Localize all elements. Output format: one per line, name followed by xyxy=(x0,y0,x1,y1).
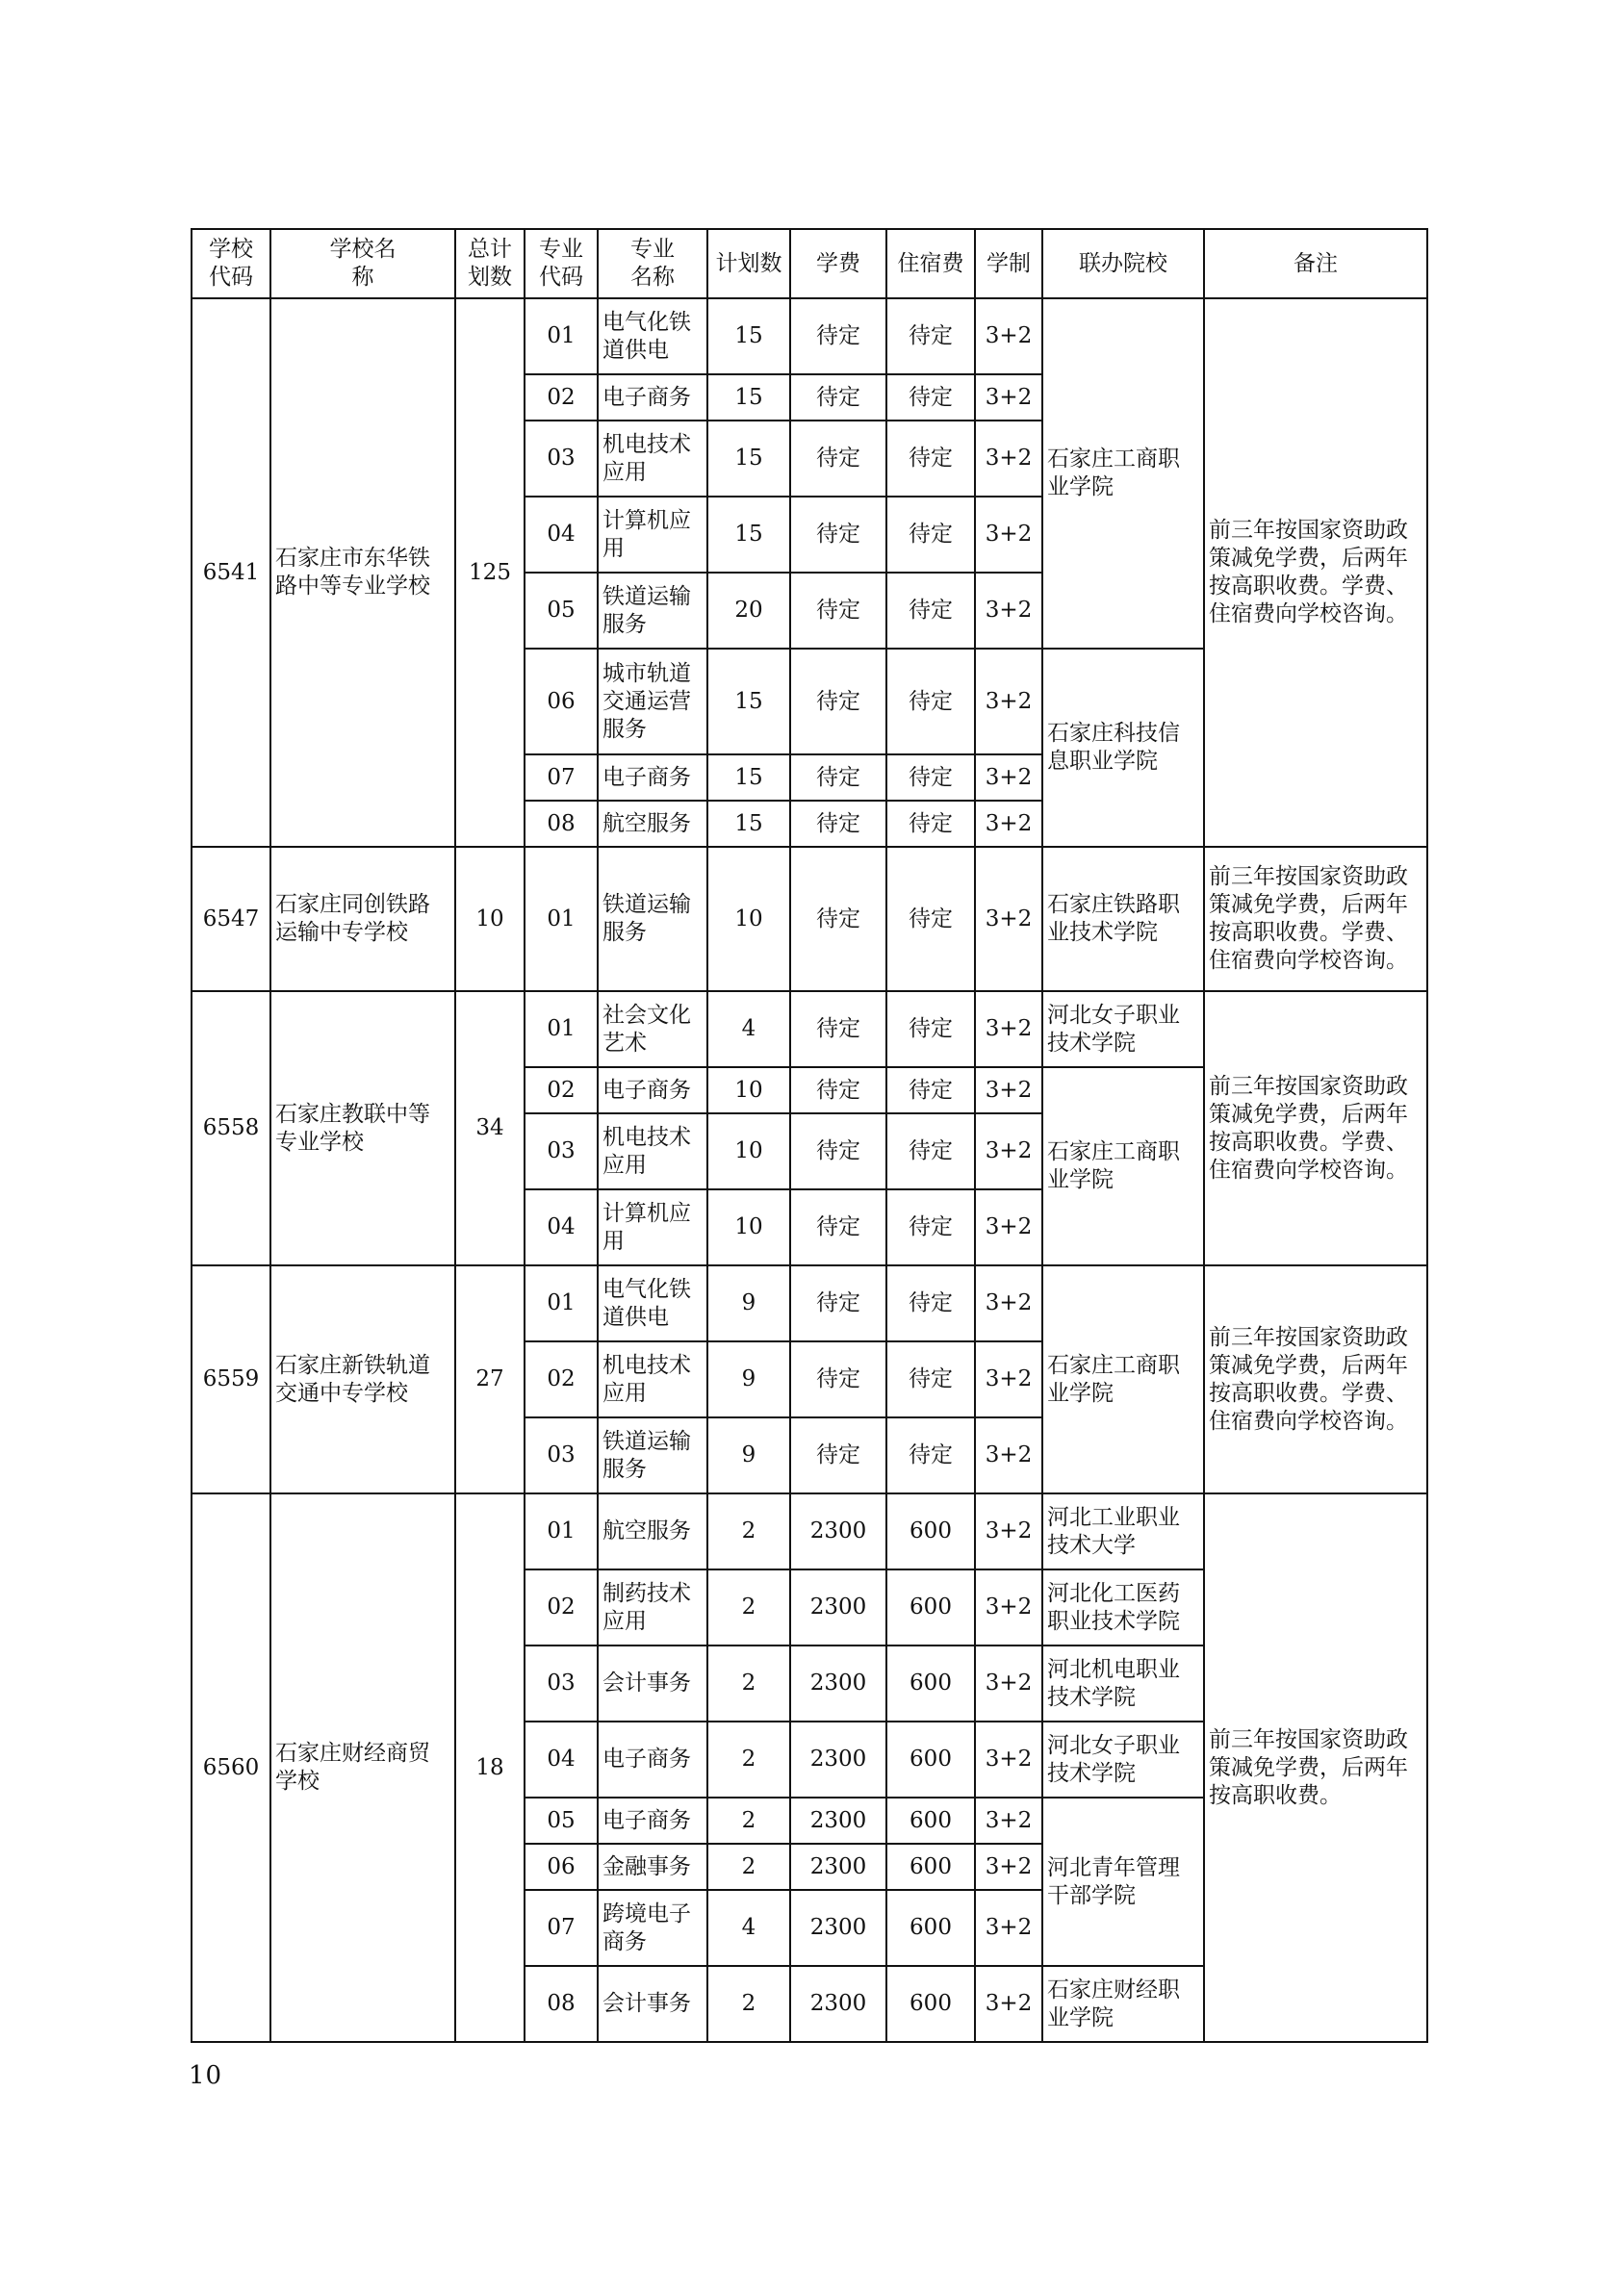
major-code-cell: 06 xyxy=(525,649,598,754)
plan-count-cell: 2 xyxy=(707,1645,790,1722)
major-code-cell: 03 xyxy=(525,421,598,497)
remark-cell: 前三年按国家资助政策减免学费，后两年按高职收费。学费、住宿费向学校咨询。 xyxy=(1204,1265,1427,1493)
lodging-cell: 待定 xyxy=(886,421,975,497)
school-code-cell: 6541 xyxy=(192,298,270,847)
plan-count-cell: 10 xyxy=(707,1189,790,1265)
remark-cell: 前三年按国家资助政策减免学费，后两年按高职收费。学费、住宿费向学校咨询。 xyxy=(1204,847,1427,991)
major-name-cell: 航空服务 xyxy=(598,801,707,847)
plan-count-cell: 2 xyxy=(707,1844,790,1890)
lodging-cell: 待定 xyxy=(886,1417,975,1493)
header-major-name: 专业名称 xyxy=(598,229,707,298)
plan-count-cell: 15 xyxy=(707,801,790,847)
major-code-cell: 03 xyxy=(525,1417,598,1493)
remark-cell: 前三年按国家资助政策减免学费，后两年按高职收费。学费、住宿费向学校咨询。 xyxy=(1204,991,1427,1265)
admission-plan-document xyxy=(191,228,1428,2043)
school-name-cell: 石家庄市东华铁路中等专业学校 xyxy=(270,298,455,847)
tuition-cell: 待定 xyxy=(790,991,886,1067)
plan-count-cell: 2 xyxy=(707,1569,790,1645)
lodging-cell: 待定 xyxy=(886,847,975,991)
system-cell: 3+2 xyxy=(975,1890,1042,1966)
major-name-cell: 电气化铁道供电 xyxy=(598,298,707,374)
plan-count-cell: 9 xyxy=(707,1417,790,1493)
major-code-cell: 01 xyxy=(525,298,598,374)
school-code-cell: 6559 xyxy=(192,1265,270,1493)
lodging-cell: 待定 xyxy=(886,374,975,421)
tuition-cell: 待定 xyxy=(790,421,886,497)
major-name-cell: 机电技术应用 xyxy=(598,1341,707,1417)
lodging-cell: 600 xyxy=(886,1798,975,1844)
system-cell: 3+2 xyxy=(975,754,1042,801)
tuition-cell: 待定 xyxy=(790,1417,886,1493)
partner-college-cell: 河北青年管理干部学院 xyxy=(1042,1798,1204,1966)
major-code-cell: 08 xyxy=(525,1966,598,2042)
tuition-cell: 待定 xyxy=(790,374,886,421)
major-name-cell: 计算机应用 xyxy=(598,1189,707,1265)
plan-count-cell: 15 xyxy=(707,754,790,801)
lodging-cell: 待定 xyxy=(886,573,975,649)
school-code-cell: 6547 xyxy=(192,847,270,991)
major-code-cell: 07 xyxy=(525,1890,598,1966)
school-total-cell: 10 xyxy=(455,847,525,991)
major-code-cell: 01 xyxy=(525,1265,598,1341)
plan-count-cell: 4 xyxy=(707,991,790,1067)
major-name-cell: 机电技术应用 xyxy=(598,1113,707,1189)
lodging-cell: 待定 xyxy=(886,649,975,754)
tuition-cell: 待定 xyxy=(790,1067,886,1113)
major-code-cell: 01 xyxy=(525,847,598,991)
system-cell: 3+2 xyxy=(975,1189,1042,1265)
plan-count-cell: 4 xyxy=(707,1890,790,1966)
major-name-cell: 铁道运输服务 xyxy=(598,847,707,991)
remark-cell: 前三年按国家资助政策减免学费，后两年按高职收费。 xyxy=(1204,1493,1427,2042)
lodging-cell: 待定 xyxy=(886,1067,975,1113)
system-cell: 3+2 xyxy=(975,421,1042,497)
tuition-cell: 待定 xyxy=(790,1113,886,1189)
plan-count-cell: 15 xyxy=(707,421,790,497)
major-code-cell: 03 xyxy=(525,1113,598,1189)
plan-count-cell: 15 xyxy=(707,649,790,754)
major-code-cell: 07 xyxy=(525,754,598,801)
plan-count-cell: 10 xyxy=(707,1113,790,1189)
system-cell: 3+2 xyxy=(975,374,1042,421)
system-cell: 3+2 xyxy=(975,1493,1042,1569)
major-code-cell: 02 xyxy=(525,1067,598,1113)
system-cell: 3+2 xyxy=(975,573,1042,649)
major-code-cell: 04 xyxy=(525,1189,598,1265)
system-cell: 3+2 xyxy=(975,991,1042,1067)
system-cell: 3+2 xyxy=(975,801,1042,847)
tuition-cell: 2300 xyxy=(790,1844,886,1890)
partner-college-cell: 河北女子职业技术学院 xyxy=(1042,991,1204,1067)
major-code-cell: 05 xyxy=(525,1798,598,1844)
major-name-cell: 计算机应用 xyxy=(598,497,707,573)
lodging-cell: 待定 xyxy=(886,801,975,847)
header-remark: 备注 xyxy=(1204,229,1427,298)
system-cell: 3+2 xyxy=(975,1265,1042,1341)
tuition-cell: 待定 xyxy=(790,1341,886,1417)
lodging-cell: 待定 xyxy=(886,497,975,573)
tuition-cell: 待定 xyxy=(790,1189,886,1265)
tuition-cell: 待定 xyxy=(790,801,886,847)
plan-count-cell: 10 xyxy=(707,847,790,991)
table-header-row xyxy=(192,229,1427,298)
major-code-cell: 08 xyxy=(525,801,598,847)
lodging-cell: 待定 xyxy=(886,1265,975,1341)
table-row xyxy=(192,1265,1427,1341)
header-lodging: 住宿费 xyxy=(886,229,975,298)
partner-college-cell: 河北机电职业技术学院 xyxy=(1042,1645,1204,1722)
table-row xyxy=(192,847,1427,991)
system-cell: 3+2 xyxy=(975,1067,1042,1113)
lodging-cell: 600 xyxy=(886,1966,975,2042)
school-total-cell: 18 xyxy=(455,1493,525,2042)
partner-college-cell: 河北化工医药职业技术学院 xyxy=(1042,1569,1204,1645)
school-code-cell: 6558 xyxy=(192,991,270,1265)
system-cell: 3+2 xyxy=(975,1569,1042,1645)
major-name-cell: 电子商务 xyxy=(598,1722,707,1798)
school-total-cell: 27 xyxy=(455,1265,525,1493)
system-cell: 3+2 xyxy=(975,1341,1042,1417)
plan-count-cell: 2 xyxy=(707,1966,790,2042)
system-cell: 3+2 xyxy=(975,298,1042,374)
major-name-cell: 社会文化艺术 xyxy=(598,991,707,1067)
system-cell: 3+2 xyxy=(975,1113,1042,1189)
tuition-cell: 2300 xyxy=(790,1966,886,2042)
major-name-cell: 电子商务 xyxy=(598,1067,707,1113)
major-code-cell: 04 xyxy=(525,1722,598,1798)
plan-count-cell: 9 xyxy=(707,1265,790,1341)
admission-plan-table xyxy=(191,228,1428,2043)
system-cell: 3+2 xyxy=(975,1417,1042,1493)
partner-college-cell: 河北女子职业技术学院 xyxy=(1042,1722,1204,1798)
tuition-cell: 2300 xyxy=(790,1569,886,1645)
lodging-cell: 600 xyxy=(886,1844,975,1890)
plan-count-cell: 15 xyxy=(707,298,790,374)
partner-college-cell: 石家庄科技信息职业学院 xyxy=(1042,649,1204,847)
system-cell: 3+2 xyxy=(975,497,1042,573)
major-code-cell: 02 xyxy=(525,1341,598,1417)
major-name-cell: 制药技术应用 xyxy=(598,1569,707,1645)
system-cell: 3+2 xyxy=(975,649,1042,754)
tuition-cell: 2300 xyxy=(790,1645,886,1722)
school-total-cell: 125 xyxy=(455,298,525,847)
major-code-cell: 04 xyxy=(525,497,598,573)
system-cell: 3+2 xyxy=(975,1722,1042,1798)
plan-count-cell: 15 xyxy=(707,374,790,421)
tuition-cell: 待定 xyxy=(790,754,886,801)
school-code-cell: 6560 xyxy=(192,1493,270,2042)
tuition-cell: 2300 xyxy=(790,1722,886,1798)
header-total-plan: 总计划数 xyxy=(455,229,525,298)
tuition-cell: 待定 xyxy=(790,573,886,649)
header-plan-count: 计划数 xyxy=(707,229,790,298)
header-tuition: 学费 xyxy=(790,229,886,298)
table-row xyxy=(192,1493,1427,1569)
lodging-cell: 待定 xyxy=(886,1113,975,1189)
major-code-cell: 01 xyxy=(525,991,598,1067)
header-system: 学制 xyxy=(975,229,1042,298)
lodging-cell: 600 xyxy=(886,1645,975,1722)
plan-count-cell: 2 xyxy=(707,1493,790,1569)
major-code-cell: 05 xyxy=(525,573,598,649)
major-name-cell: 铁道运输服务 xyxy=(598,1417,707,1493)
major-name-cell: 会计事务 xyxy=(598,1645,707,1722)
major-name-cell: 城市轨道交通运营服务 xyxy=(598,649,707,754)
tuition-cell: 待定 xyxy=(790,1265,886,1341)
lodging-cell: 待定 xyxy=(886,298,975,374)
system-cell: 3+2 xyxy=(975,1966,1042,2042)
system-cell: 3+2 xyxy=(975,1844,1042,1890)
system-cell: 3+2 xyxy=(975,847,1042,991)
school-name-cell: 石家庄财经商贸学校 xyxy=(270,1493,455,2042)
lodging-cell: 600 xyxy=(886,1493,975,1569)
system-cell: 3+2 xyxy=(975,1798,1042,1844)
major-name-cell: 电子商务 xyxy=(598,754,707,801)
remark-cell: 前三年按国家资助政策减免学费，后两年按高职收费。学费、住宿费向学校咨询。 xyxy=(1204,298,1427,847)
plan-count-cell: 15 xyxy=(707,497,790,573)
tuition-cell: 待定 xyxy=(790,649,886,754)
school-name-cell: 石家庄教联中等专业学校 xyxy=(270,991,455,1265)
partner-college-cell: 石家庄工商职业学院 xyxy=(1042,298,1204,649)
lodging-cell: 待定 xyxy=(886,1341,975,1417)
plan-count-cell: 9 xyxy=(707,1341,790,1417)
major-name-cell: 跨境电子商务 xyxy=(598,1890,707,1966)
table-row xyxy=(192,298,1427,374)
partner-college-cell: 石家庄工商职业学院 xyxy=(1042,1067,1204,1265)
partner-college-cell: 石家庄财经职业学院 xyxy=(1042,1966,1204,2042)
major-code-cell: 02 xyxy=(525,374,598,421)
major-name-cell: 电气化铁道供电 xyxy=(598,1265,707,1341)
plan-count-cell: 20 xyxy=(707,573,790,649)
tuition-cell: 2300 xyxy=(790,1493,886,1569)
plan-count-cell: 2 xyxy=(707,1798,790,1844)
major-name-cell: 电子商务 xyxy=(598,1798,707,1844)
lodging-cell: 待定 xyxy=(886,1189,975,1265)
plan-count-cell: 2 xyxy=(707,1722,790,1798)
tuition-cell: 2300 xyxy=(790,1798,886,1844)
page-number: 10 xyxy=(189,2061,223,2090)
major-name-cell: 电子商务 xyxy=(598,374,707,421)
major-name-cell: 航空服务 xyxy=(598,1493,707,1569)
major-name-cell: 机电技术应用 xyxy=(598,421,707,497)
major-code-cell: 01 xyxy=(525,1493,598,1569)
tuition-cell: 待定 xyxy=(790,497,886,573)
lodging-cell: 600 xyxy=(886,1569,975,1645)
tuition-cell: 待定 xyxy=(790,298,886,374)
partner-college-cell: 河北工业职业技术大学 xyxy=(1042,1493,1204,1569)
major-name-cell: 会计事务 xyxy=(598,1966,707,2042)
system-cell: 3+2 xyxy=(975,1645,1042,1722)
header-major-code: 专业代码 xyxy=(525,229,598,298)
major-code-cell: 02 xyxy=(525,1569,598,1645)
partner-college-cell: 石家庄铁路职业技术学院 xyxy=(1042,847,1204,991)
lodging-cell: 600 xyxy=(886,1890,975,1966)
lodging-cell: 待定 xyxy=(886,991,975,1067)
major-code-cell: 06 xyxy=(525,1844,598,1890)
major-code-cell: 03 xyxy=(525,1645,598,1722)
plan-count-cell: 10 xyxy=(707,1067,790,1113)
tuition-cell: 待定 xyxy=(790,847,886,991)
tuition-cell: 2300 xyxy=(790,1890,886,1966)
partner-college-cell: 石家庄工商职业学院 xyxy=(1042,1265,1204,1493)
table-row xyxy=(192,991,1427,1067)
school-name-cell: 石家庄新铁轨道交通中专学校 xyxy=(270,1265,455,1493)
school-name-cell: 石家庄同创铁路运输中专学校 xyxy=(270,847,455,991)
lodging-cell: 600 xyxy=(886,1722,975,1798)
school-total-cell: 34 xyxy=(455,991,525,1265)
major-name-cell: 铁道运输服务 xyxy=(598,573,707,649)
header-school-code: 学校代码 xyxy=(192,229,270,298)
lodging-cell: 待定 xyxy=(886,754,975,801)
major-name-cell: 金融事务 xyxy=(598,1844,707,1890)
header-partner: 联办院校 xyxy=(1042,229,1204,298)
header-school-name: 学校名称 xyxy=(270,229,455,298)
